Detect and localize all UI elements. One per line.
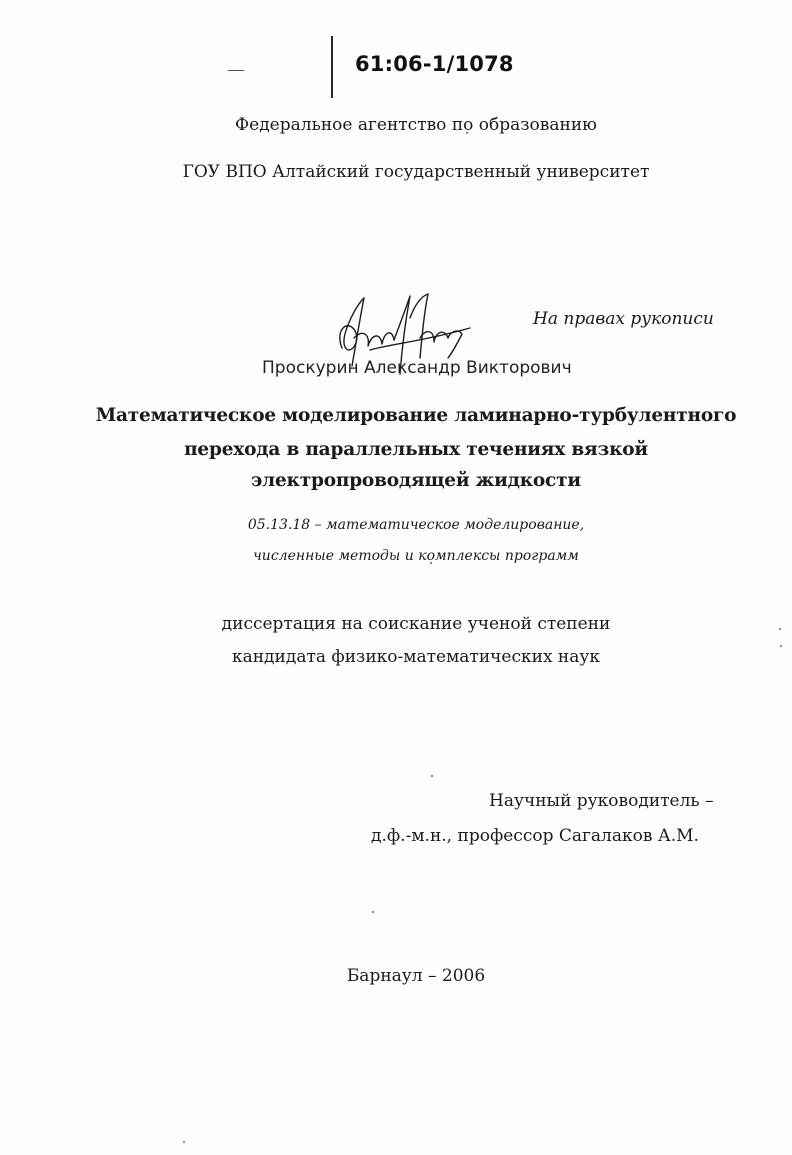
stamp-vertical-rule	[331, 36, 333, 98]
scan-dash-mark	[228, 70, 244, 71]
specialty-code-line: 05.13.18 – математическое моделирование,	[247, 517, 585, 533]
thesis-title-line: электропроводящей жидкости	[251, 470, 581, 491]
scan-dot-mark	[183, 1141, 185, 1143]
author-name: Проскурин Александр Викторович	[262, 358, 572, 378]
agency-name: Федеральное агентство по образованию	[235, 115, 597, 135]
supervisor-label: Научный руководитель –	[489, 791, 714, 811]
supervisor-name: д.ф.-м.н., профессор Сагалаков А.М.	[371, 826, 699, 846]
degree-line: кандидата физико-математических наук	[231, 647, 601, 667]
scan-dot-mark	[372, 911, 374, 913]
thesis-title-line: перехода в параллельных течениях вязкой	[184, 439, 648, 460]
scan-dot-mark	[431, 775, 433, 777]
manuscript-rights-note: На правах рукописи	[533, 309, 714, 329]
university-name: ГОУ ВПО Алтайский государственный университет	[182, 162, 650, 182]
city-year: Барнаул – 2006	[346, 966, 486, 986]
registration-code: 61:06-1/1078	[355, 52, 514, 76]
degree-line: диссертация на соискание ученой степени	[221, 614, 611, 634]
thesis-title-line: Математическое моделирование ламинарно-турбулентного	[95, 405, 737, 426]
specialty-name-line: численные методы и комплексы программ	[253, 548, 579, 564]
